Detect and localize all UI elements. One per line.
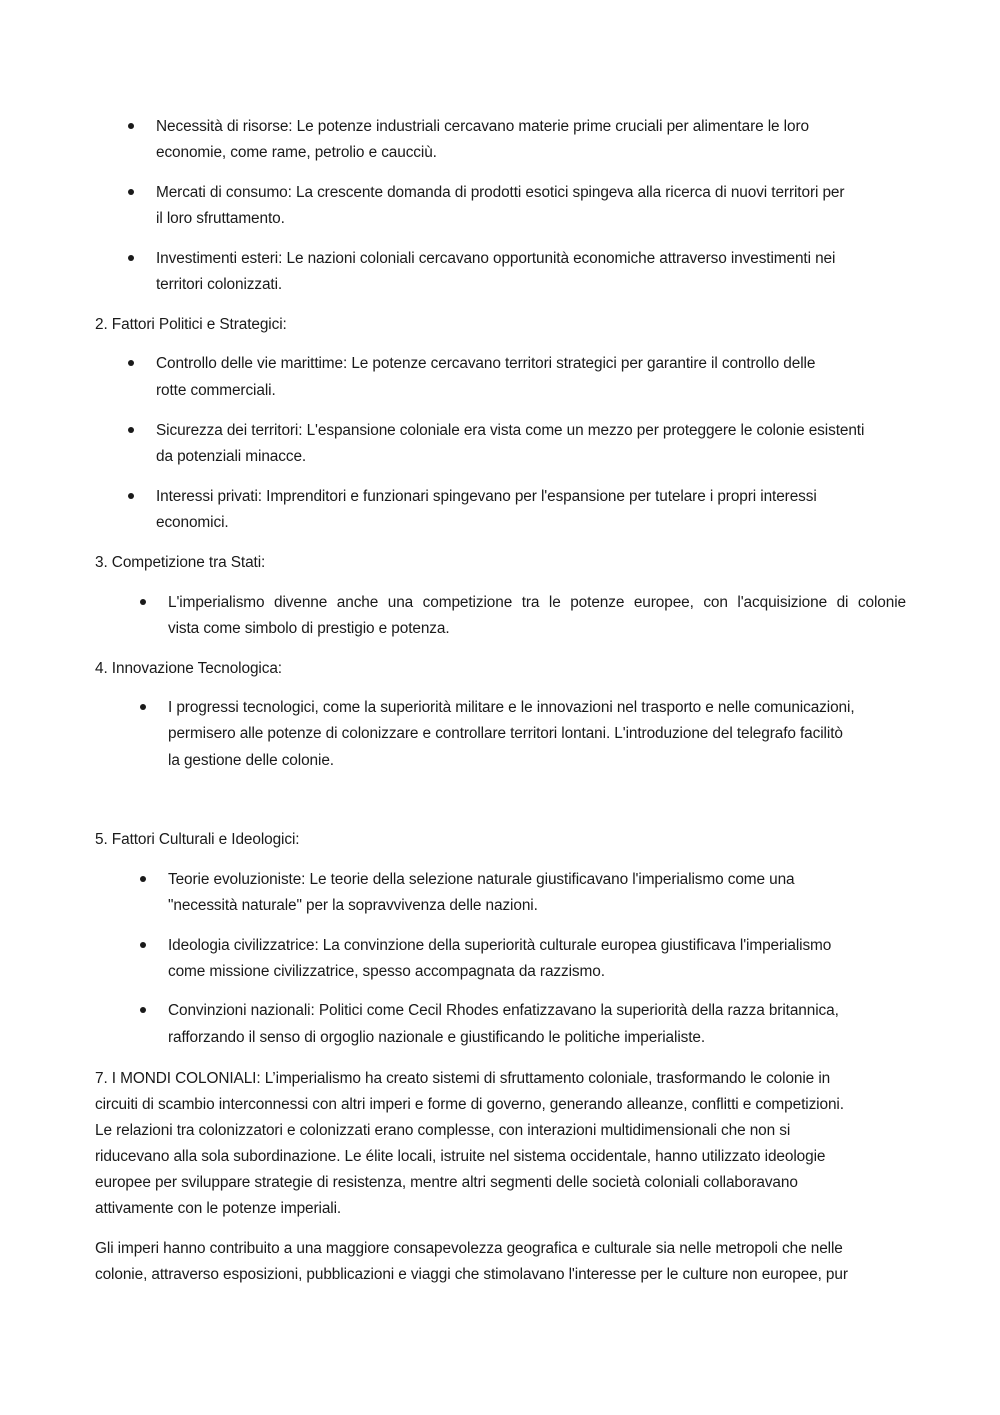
bullet-text: Controllo delle vie marittime: Le potenze cercavano territori strategici per garantire il controllo delle <box>156 355 816 372</box>
bullet-text: Investimenti esteri: Le nazioni coloniali cercavano opportunità economiche attraverso investimenti nei <box>156 250 836 267</box>
bullet-text: Interessi privati: Imprenditori e funzionari spingevano per l'espansione per tutelare i propri interessi <box>156 488 817 505</box>
bullet-text: permisero alle potenze di colonizzare e controllare territori lontani. L'introduzione del telegrafo facilitò <box>168 725 843 742</box>
bullet-text: economie, come rame, petrolio e caucciù. <box>156 144 437 161</box>
bullet-text: come missione civilizzatrice, spesso accompagnata da razzismo. <box>168 963 605 980</box>
bullet-icon <box>140 942 146 948</box>
bullet-text: Teorie evoluzioniste: Le teorie della selezione naturale giustificavano l'imperialismo come una <box>168 871 795 888</box>
paragraph-line: colonie, attraverso esposizioni, pubblicazioni e viaggi che stimolavano l'interesse per le culture non europee, pur <box>95 1266 848 1283</box>
bullet-icon <box>128 427 134 433</box>
bullet-text: economici. <box>156 514 229 531</box>
paragraph-line: attivamente con le potenze imperiali. <box>95 1200 342 1217</box>
bullet-text: Convinzioni nazionali: Politici come Cecil Rhodes enfatizzavano la superiorità della razza britannica, <box>168 1002 839 1019</box>
paragraph-line: riducevano alla sola subordinazione. Le élite locali, istruite nel sistema occidentale, hanno utilizzato ideologie <box>95 1148 826 1165</box>
section-heading: 4. Innovazione Tecnologica: <box>95 660 282 677</box>
paragraph-line: Gli imperi hanno contribuito a una maggiore consapevolezza geografica e culturale sia nelle metropoli che nelle <box>95 1240 843 1257</box>
bullet-icon <box>128 189 134 195</box>
section-heading: 5. Fattori Culturali e Ideologici: <box>95 831 300 848</box>
bullet-icon <box>140 704 146 710</box>
section-heading: 3. Competizione tra Stati: <box>95 554 266 571</box>
bullet-text: rafforzando il senso di orgoglio nazionale e giustificando le politiche imperialiste. <box>168 1029 706 1046</box>
bullet-icon <box>128 493 134 499</box>
bullet-text: "necessità naturale" per la sopravvivenza delle nazioni. <box>168 897 538 914</box>
bullet-text: L'imperialismo divenne anche una competizione tra le potenze europee, con l'acquisizione di colonie <box>168 594 906 611</box>
bullet-icon <box>128 255 134 261</box>
bullet-text: la gestione delle colonie. <box>168 752 334 769</box>
paragraph-line: europee per sviluppare strategie di resistenza, mentre altri segmenti delle società coloniali collaboravano <box>95 1174 798 1191</box>
bullet-icon <box>140 876 146 882</box>
paragraph-line: Le relazioni tra colonizzatori e colonizzati erano complesse, con interazioni multidimensionali che non si <box>95 1122 791 1139</box>
bullet-icon <box>128 123 134 129</box>
bullet-text: Mercati di consumo: La crescente domanda di prodotti esotici spingeva alla ricerca di nuovi territori per <box>156 184 845 201</box>
section-heading: 2. Fattori Politici e Strategici: <box>95 316 287 333</box>
bullet-text: territori colonizzati. <box>156 276 283 293</box>
bullet-text: il loro sfruttamento. <box>156 210 285 227</box>
paragraph-line: 7. I MONDI COLONIALI: L’imperialismo ha creato sistemi di sfruttamento coloniale, trasformando le colonie in <box>95 1070 831 1087</box>
bullet-text: I progressi tecnologici, come la superiorità militare e le innovazioni nel trasporto e nelle comunicazioni, <box>168 699 855 716</box>
bullet-text: Necessità di risorse: Le potenze industriali cercavano materie prime cruciali per alimentare le loro <box>156 118 809 135</box>
bullet-text: Ideologia civilizzatrice: La convinzione della superiorità culturale europea giustificava l'imperialismo <box>168 937 832 954</box>
bullet-text: da potenziali minacce. <box>156 448 307 465</box>
bullet-icon <box>140 1007 146 1013</box>
bullet-text: Sicurezza dei territori: L'espansione coloniale era vista come un mezzo per proteggere le colonie esistenti <box>156 422 865 439</box>
bullet-text: rotte commerciali. <box>156 382 276 399</box>
bullet-text: vista come simbolo di prestigio e potenza. <box>168 620 450 637</box>
bullet-icon <box>140 599 146 605</box>
paragraph-line: circuiti di scambio interconnessi con altri imperi e forme di governo, generando alleanze, conflitti e competizioni. <box>95 1096 844 1113</box>
bullet-icon <box>128 360 134 366</box>
